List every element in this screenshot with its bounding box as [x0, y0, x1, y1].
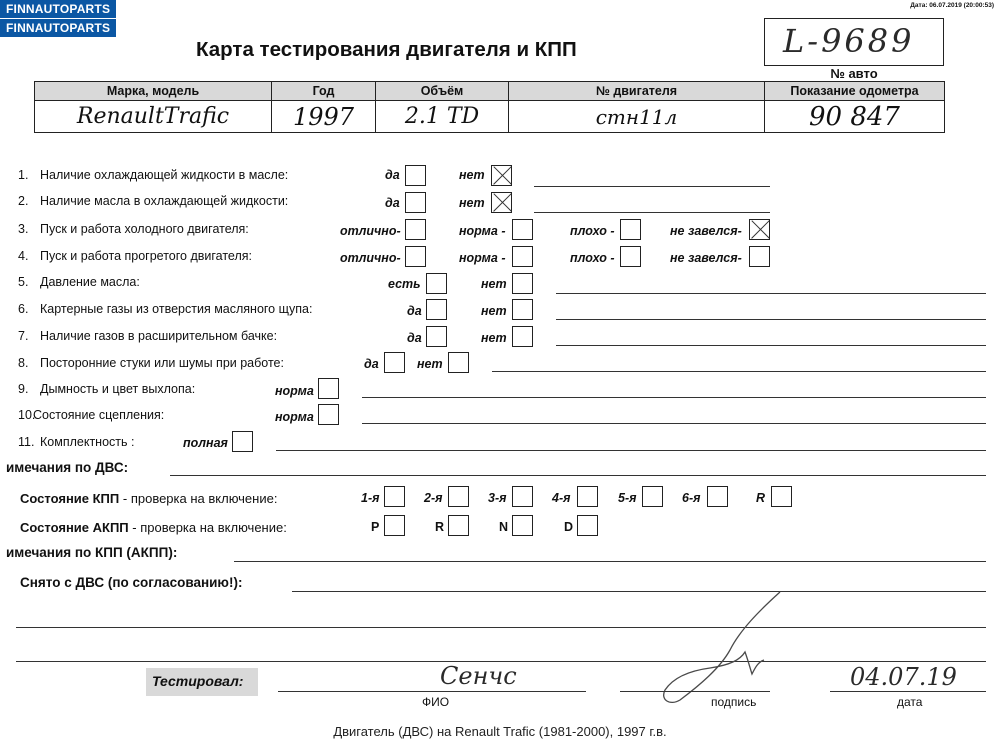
vehicle-table: [34, 81, 945, 133]
q7-text: Наличие газов в расширительном бачке:: [40, 329, 278, 343]
q1-yes-checkbox[interactable]: [405, 165, 426, 186]
q10-text: Состояние сцепления:: [33, 408, 165, 422]
value-make-model: RenaultTrafic: [35, 101, 272, 133]
col-make-model: Марка, модель: [35, 82, 272, 101]
q10-num: 10.: [18, 408, 36, 422]
gear-3-label: 3-я: [488, 491, 507, 505]
value-year: 1997: [272, 101, 376, 133]
value-odometer: 90 847: [765, 101, 945, 133]
page-title: Карта тестирования двигателя и КПП: [196, 38, 577, 61]
timestamp-stamp: Дата: 06.07.2019 (20:00:53): [910, 2, 994, 9]
q3-bad-label: плохо -: [570, 224, 615, 238]
q3-nostart-label: не завелся-: [670, 224, 742, 238]
q4-bad-checkbox[interactable]: [620, 246, 641, 267]
date-caption: дата: [897, 695, 923, 709]
gear-4-label: 4-я: [552, 491, 571, 505]
auto-n-checkbox[interactable]: [512, 515, 533, 536]
q4-nostart-checkbox[interactable]: [749, 246, 770, 267]
q9-num: 9.: [18, 382, 29, 396]
removed-line-2: [16, 627, 986, 628]
watermark-logo-2: FINNAUTOPARTS: [0, 19, 116, 37]
gear-3-checkbox[interactable]: [512, 486, 533, 507]
auto-gearbox-row: [20, 520, 287, 535]
gear-2-label: 2-я: [424, 491, 443, 505]
auto-r-label: R: [435, 520, 445, 534]
q1-no-checkbox[interactable]: [491, 165, 512, 186]
gear-6-label: 6-я: [682, 491, 701, 505]
q8-yes-checkbox[interactable]: [384, 352, 405, 373]
col-volume: Объём: [376, 82, 509, 101]
q7-num: 7.: [18, 329, 29, 343]
q1-line: [534, 186, 770, 187]
q1-no-label: нет: [459, 168, 485, 182]
q11-num: 11.: [18, 435, 35, 449]
q3-normal-label: норма -: [459, 224, 506, 238]
tester-name: Сенчс: [440, 662, 517, 690]
reg-number: L-9689: [783, 22, 915, 60]
auto-r-checkbox[interactable]: [448, 515, 469, 536]
gear-1-checkbox[interactable]: [384, 486, 405, 507]
q4-bad-label: плохо -: [570, 251, 615, 265]
q10-normal-checkbox[interactable]: [318, 404, 339, 425]
q5-present-label: есть: [388, 277, 421, 291]
q3-num: 3.: [18, 222, 29, 236]
q10-normal-label: норма: [275, 410, 314, 424]
q2-no-label: нет: [459, 196, 485, 210]
auto-gearbox-suffix: - проверка на включение:: [132, 520, 287, 535]
q8-line: [492, 371, 986, 372]
q1-yes-label: да: [385, 168, 400, 182]
q3-normal-checkbox[interactable]: [512, 219, 533, 240]
removed-line-1: [292, 591, 986, 592]
signature-scribble: [640, 590, 790, 710]
tested-label: Тестировал:: [152, 673, 244, 689]
gear-5-checkbox[interactable]: [642, 486, 663, 507]
col-odometer: Показание одометра: [765, 82, 945, 101]
q4-num: 4.: [18, 249, 29, 263]
q2-yes-checkbox[interactable]: [405, 192, 426, 213]
name-line: [278, 691, 586, 692]
watermark-logo: FINNAUTOPARTS: [0, 0, 116, 18]
q7-line: [556, 345, 986, 346]
gear-1-label: 1-я: [361, 491, 380, 505]
value-engine-number: стн11л: [509, 101, 765, 133]
q7-yes-label: да: [407, 331, 422, 345]
auto-n-label: N: [499, 520, 509, 534]
engine-notes-label: имечания по ДВС:: [6, 460, 129, 475]
q4-normal-checkbox[interactable]: [512, 246, 533, 267]
q4-nostart-label: не завелся-: [670, 251, 742, 265]
q7-no-label: нет: [481, 331, 507, 345]
q8-text: Посторонние стуки или шумы при работе:: [40, 356, 284, 370]
q5-no-label: нет: [481, 277, 507, 291]
q11-full-label: полная: [183, 436, 228, 450]
q6-line: [556, 319, 986, 320]
auto-p-label: P: [371, 520, 380, 534]
gearbox-notes-label: имечания по КПП (АКПП):: [6, 545, 178, 560]
q11-line: [276, 450, 986, 451]
engine-notes-line: [170, 475, 986, 476]
q3-excellent-checkbox[interactable]: [405, 219, 426, 240]
q2-line: [534, 212, 770, 213]
q8-no-checkbox[interactable]: [448, 352, 469, 373]
q1-num: 1.: [18, 168, 29, 182]
manual-gearbox-row: [20, 491, 277, 506]
q8-yes-label: да: [364, 357, 379, 371]
q4-excellent-label: отлично-: [340, 251, 401, 265]
auto-d-label: D: [564, 520, 574, 534]
gear-4-checkbox[interactable]: [577, 486, 598, 507]
image-caption: Двигатель (ДВС) на Renault Trafic (1981-2000), 1997 г.в.: [333, 724, 667, 739]
q1-text: Наличие охлаждающей жидкости в масле:: [40, 168, 289, 182]
gear-r-label: R: [756, 491, 766, 505]
q9-normal-label: норма: [275, 384, 314, 398]
q5-line: [556, 293, 986, 294]
gear-r-checkbox[interactable]: [771, 486, 792, 507]
q4-normal-label: норма -: [459, 251, 506, 265]
auto-d-checkbox[interactable]: [577, 515, 598, 536]
signature-caption: подпись: [711, 695, 757, 709]
q3-excellent-label: отлично-: [340, 224, 401, 238]
date-line: [830, 691, 986, 692]
q2-num: 2.: [18, 194, 29, 208]
q6-no-label: нет: [481, 304, 507, 318]
q3-nostart-checkbox[interactable]: [749, 219, 770, 240]
reg-number-label: № авто: [830, 66, 878, 81]
tested-date: 04.07.19: [850, 663, 957, 691]
q5-no-checkbox[interactable]: [512, 273, 533, 294]
q8-num: 8.: [18, 356, 29, 370]
q7-no-checkbox[interactable]: [512, 326, 533, 347]
q2-yes-label: да: [385, 196, 400, 210]
q9-text: Дымность и цвет выхлопа:: [40, 382, 196, 396]
q6-yes-label: да: [407, 304, 422, 318]
q11-full-checkbox[interactable]: [232, 431, 253, 452]
gear-2-checkbox[interactable]: [448, 486, 469, 507]
q7-yes-checkbox[interactable]: [426, 326, 447, 347]
manual-gearbox-label: Состояние КПП: [20, 491, 120, 506]
value-volume: 2.1 TD: [376, 101, 509, 133]
manual-gearbox-suffix: - проверка на включение:: [122, 491, 278, 506]
name-caption: ФИО: [422, 695, 450, 709]
q11-text: Комплектность :: [40, 435, 135, 449]
removed-label: Снято с ДВС (по согласованию!):: [20, 575, 243, 590]
q6-yes-checkbox[interactable]: [426, 299, 447, 320]
signature-line: [620, 691, 770, 692]
q10-line: [362, 423, 986, 424]
q5-num: 5.: [18, 275, 29, 289]
q6-text: Картерные газы из отверстия масляного щупа:: [40, 302, 313, 316]
q3-bad-checkbox[interactable]: [620, 219, 641, 240]
gear-5-label: 5-я: [618, 491, 637, 505]
q2-no-checkbox[interactable]: [491, 192, 512, 213]
q9-line: [362, 397, 986, 398]
q9-normal-checkbox[interactable]: [318, 378, 339, 399]
q6-num: 6.: [18, 302, 29, 316]
q4-excellent-checkbox[interactable]: [405, 246, 426, 267]
col-year: Год: [272, 82, 376, 101]
q5-text: Давление масла:: [40, 275, 140, 289]
auto-gearbox-label: Состояние АКПП: [20, 520, 129, 535]
col-engine-number: № двигателя: [509, 82, 765, 101]
auto-p-checkbox[interactable]: [384, 515, 405, 536]
q6-no-checkbox[interactable]: [512, 299, 533, 320]
q8-no-label: нет: [417, 357, 443, 371]
q5-present-checkbox[interactable]: [426, 273, 447, 294]
gear-6-checkbox[interactable]: [707, 486, 728, 507]
q3-text: Пуск и работа холодного двигателя:: [40, 222, 249, 236]
q4-text: Пуск и работа прогретого двигателя:: [40, 249, 252, 263]
q2-text: Наличие масла в охлаждающей жидкости:: [40, 194, 289, 208]
gearbox-notes-line: [234, 561, 986, 562]
